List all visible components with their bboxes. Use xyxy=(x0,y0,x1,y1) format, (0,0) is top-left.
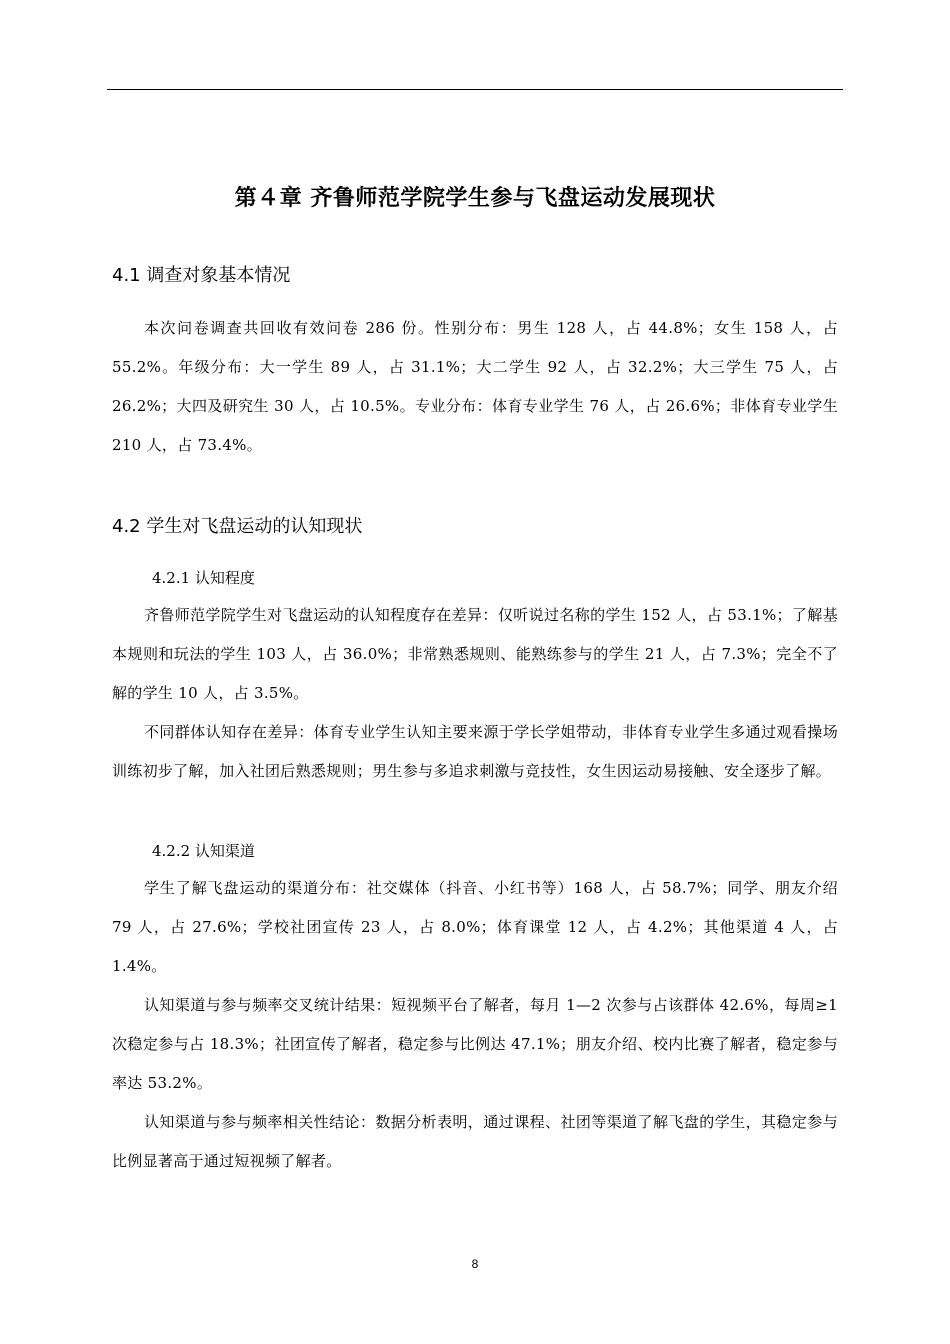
paragraph-4-1: 本次问卷调查共回收有效问卷 286 份。性别分布：男生 128 人，占 44.8%；女生 158 人，占 55.2%。年级分布：大一学生 89 人，占 31.1%；大二学生 92 人，占 32.2%；大三学生 75 人，占 26.2%；大四及研究生 30 人，占 10.5%。专业分布：体育专业学生 76 人，占 26.6%；非体育专业学生 210 人，占 73.4%。 xyxy=(112,319,838,454)
section-heading-4-1: 4.1 调查对象基本情况 xyxy=(112,265,291,286)
paragraph-4-2-2-a: 学生了解飞盘运动的渠道分布：社交媒体（抖音、小红书等）168 人，占 58.7%；同学、朋友介绍 79 人，占 27.6%；学校社团宣传 23 人，占 8.0%；体育课堂 12 人，占 4.2%；其他渠道 4 人，占 1.4%。 xyxy=(112,879,838,975)
subsection-heading-4-2-2: 4.2.2 认知渠道 xyxy=(152,842,255,860)
header-rule xyxy=(107,89,843,90)
chapter-title: 第４章 齐鲁师范学院学生参与飞盘运动发展现状 xyxy=(234,186,716,211)
paragraph-4-2-1-b: 不同群体认知存在差异：体育专业学生认知主要来源于学长学姐带动，非体育专业学生多通过观看操场训练初步了解，加入社团后熟悉规则；男生参与多追求刺激与竞技性，女生因运动易接触、安全逐步了解。 xyxy=(112,723,838,780)
subsection-heading-4-2-1: 4.2.1 认知程度 xyxy=(152,569,255,587)
paragraph-4-2-1-a: 齐鲁师范学院学生对飞盘运动的认知程度存在差异：仅听说过名称的学生 152 人，占 53.1%；了解基本规则和玩法的学生 103 人，占 36.0%；非常熟悉规则、能熟练参与的学生 21 人，占 7.3%；完全不了解的学生 10 人，占 3.5%。 xyxy=(112,606,838,702)
section-heading-4-2: 4.2 学生对飞盘运动的认知现状 xyxy=(112,516,363,537)
paragraph-4-2-2-b: 认知渠道与参与频率交叉统计结果：短视频平台了解者，每月 1—2 次参与占该群体 42.6%，每周≥1 次稳定参与占 18.3%；社团宣传了解者，稳定参与比例达 47.1%；朋友介绍、校内比赛了解者，稳定参与率达 53.2%。 xyxy=(112,996,838,1092)
paragraph-4-2-2-c: 认知渠道与参与频率相关性结论：数据分析表明，通过课程、社团等渠道了解飞盘的学生，其稳定参与比例显著高于通过短视频了解者。 xyxy=(112,1113,838,1170)
page-number: 8 xyxy=(471,1257,479,1271)
